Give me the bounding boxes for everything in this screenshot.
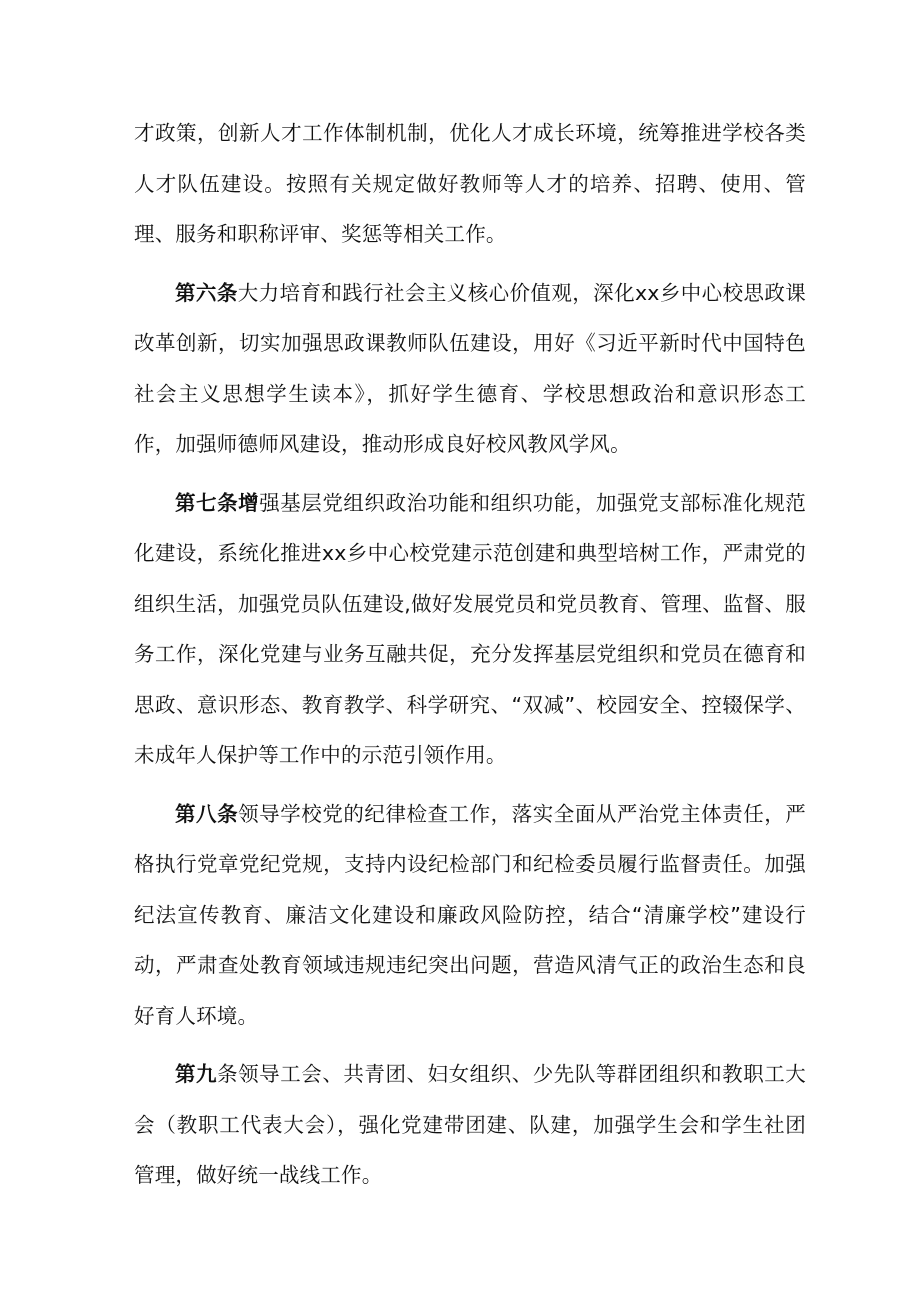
paragraph-text: 大力培育和践行社会主义核心价值观，深化xx乡中心校思政课改革创新，切实加强思政课教师队伍建设，用好《习近平新时代中国特色社会主义思想学生读本》，抓好学生德育、学校思想政治和意识形态工作，加强师德师风建设，推动形成良好校风教风学风。	[134, 280, 806, 456]
paragraph-article-6	[134, 268, 806, 470]
paragraph-text: 强基层党组织政治功能和组织功能，加强党支部标准化规范化建设，系统化推进xx乡中心校党建示范创建和典型培树工作，严肃党的组织生活，加强党员队伍建设,做好发展党员和党员教育、管理、监督、服务工作，深化党建与业务互融共促，充分发挥基层党组织和党员在德育和思政、意识形态、教育教学、科学研究、“双减”、校园安全、控辍保学、未成年人保护等工作中的示范引领作用。	[134, 490, 806, 767]
paragraph-article-8	[134, 789, 806, 1042]
paragraph-text: 条领导工会、共青团、妇女组织、少先队等群团组织和教职工大会（教职工代表大会），强化党建带团建、队建，加强学生会和学生社团管理，做好统一战线工作。	[134, 1062, 806, 1187]
document-body	[134, 108, 806, 1201]
article-number: 第六条	[175, 280, 238, 305]
paragraph-article-9	[134, 1049, 806, 1201]
article-number: 第七条增	[175, 490, 260, 515]
article-number: 第九	[175, 1062, 218, 1086]
paragraph-continuation	[134, 108, 806, 260]
paragraph-text: 领导学校党的纪律检查工作，落实全面从严治党主体责任，严格执行党章党纪党规，支持内设纪检部门和纪检委员履行监督责任。加强纪法宣传教育、廉洁文化建设和廉政风险防控，结合“清廉学校”建设行动，严肃查处教育领域违规违纪突出问题，营造风清气正的政治生态和良好育人环境。	[134, 801, 806, 1028]
paragraph-article-7	[134, 478, 806, 781]
article-number: 第八条	[175, 801, 239, 826]
paragraph-text: 才政策，创新人才工作体制机制，优化人才成长环境，统筹推进学校各类人才队伍建设。按照有关规定做好教师等人才的培养、招聘、使用、管理、服务和职称评审、奖惩等相关工作。	[134, 121, 806, 246]
